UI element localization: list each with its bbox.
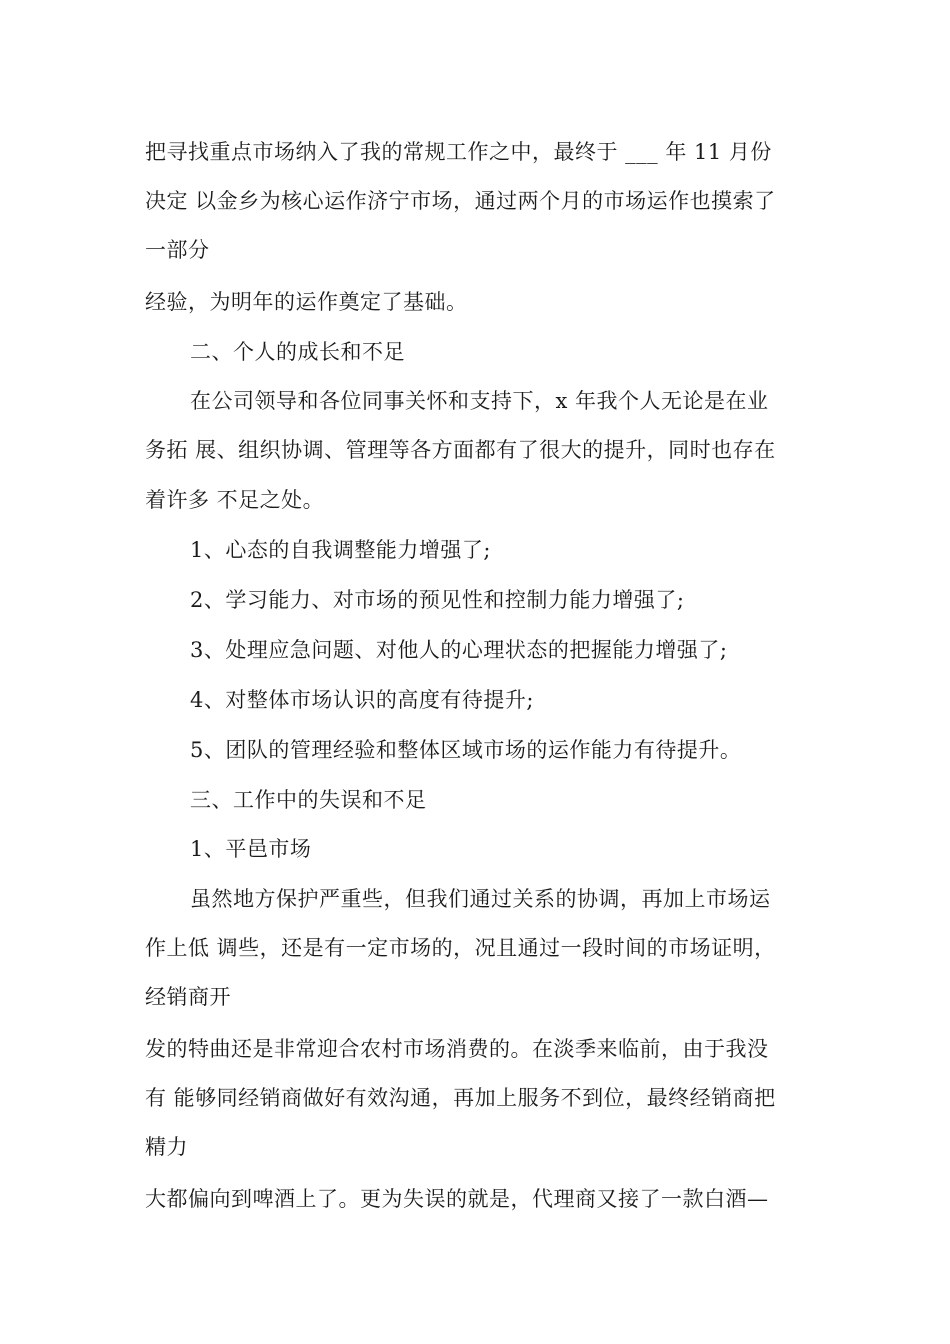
text-line: 在公司领导和各位同事关怀和支持下，x 年我个人无论是在业 — [190, 389, 769, 413]
text-line: 着许多 不足之处。 — [145, 488, 325, 512]
text-line: 发的特曲还是非常迎合农村市场消费的。在淡季来临前，由于我没 — [145, 1037, 769, 1061]
text-line: 有 能够同经销商做好有效沟通，再加上服务不到位，最终经销商把 — [145, 1086, 776, 1110]
list-item: 5、团队的管理经验和整体区域市场的运作能力有待提升。 — [190, 738, 742, 762]
text-line: 精力 — [145, 1135, 188, 1159]
text-line: 经销商开 — [145, 985, 231, 1009]
list-item: 4、对整体市场认识的高度有待提升; — [190, 688, 534, 712]
section-heading: 三、工作中的失误和不足 — [190, 788, 427, 812]
list-item: 1、心态的自我调整能力增强了; — [190, 538, 491, 562]
text-line: 一部分 — [145, 238, 210, 262]
text-line: 务拓 展、组织协调、管理等各方面都有了很大的提升，同时也存在 — [145, 438, 776, 462]
text-line: 决定 以金乡为核心运作济宁市场，通过两个月的市场运作也摸索了 — [145, 189, 776, 213]
list-item: 2、学习能力、对市场的预见性和控制力能力增强了; — [190, 588, 685, 612]
text-line: 作上低 调些，还是有一定市场的，况且通过一段时间的市场证明， — [145, 936, 776, 960]
text-line: 虽然地方保护严重些，但我们通过关系的协调，再加上市场运 — [190, 887, 771, 911]
text-line: 大都偏向到啤酒上了。更为失误的就是，代理商又接了一款白酒— — [145, 1187, 769, 1211]
text-line: 经验，为明年的运作奠定了基础。 — [145, 290, 468, 314]
section-heading: 二、个人的成长和不足 — [190, 340, 405, 364]
subsection-heading: 1、平邑市场 — [190, 837, 312, 861]
list-item: 3、处理应急问题、对他人的心理状态的把握能力增强了; — [190, 638, 728, 662]
text-line: 把寻找重点市场纳入了我的常规工作之中，最终于 ___ 年 11 月份 — [145, 140, 772, 164]
